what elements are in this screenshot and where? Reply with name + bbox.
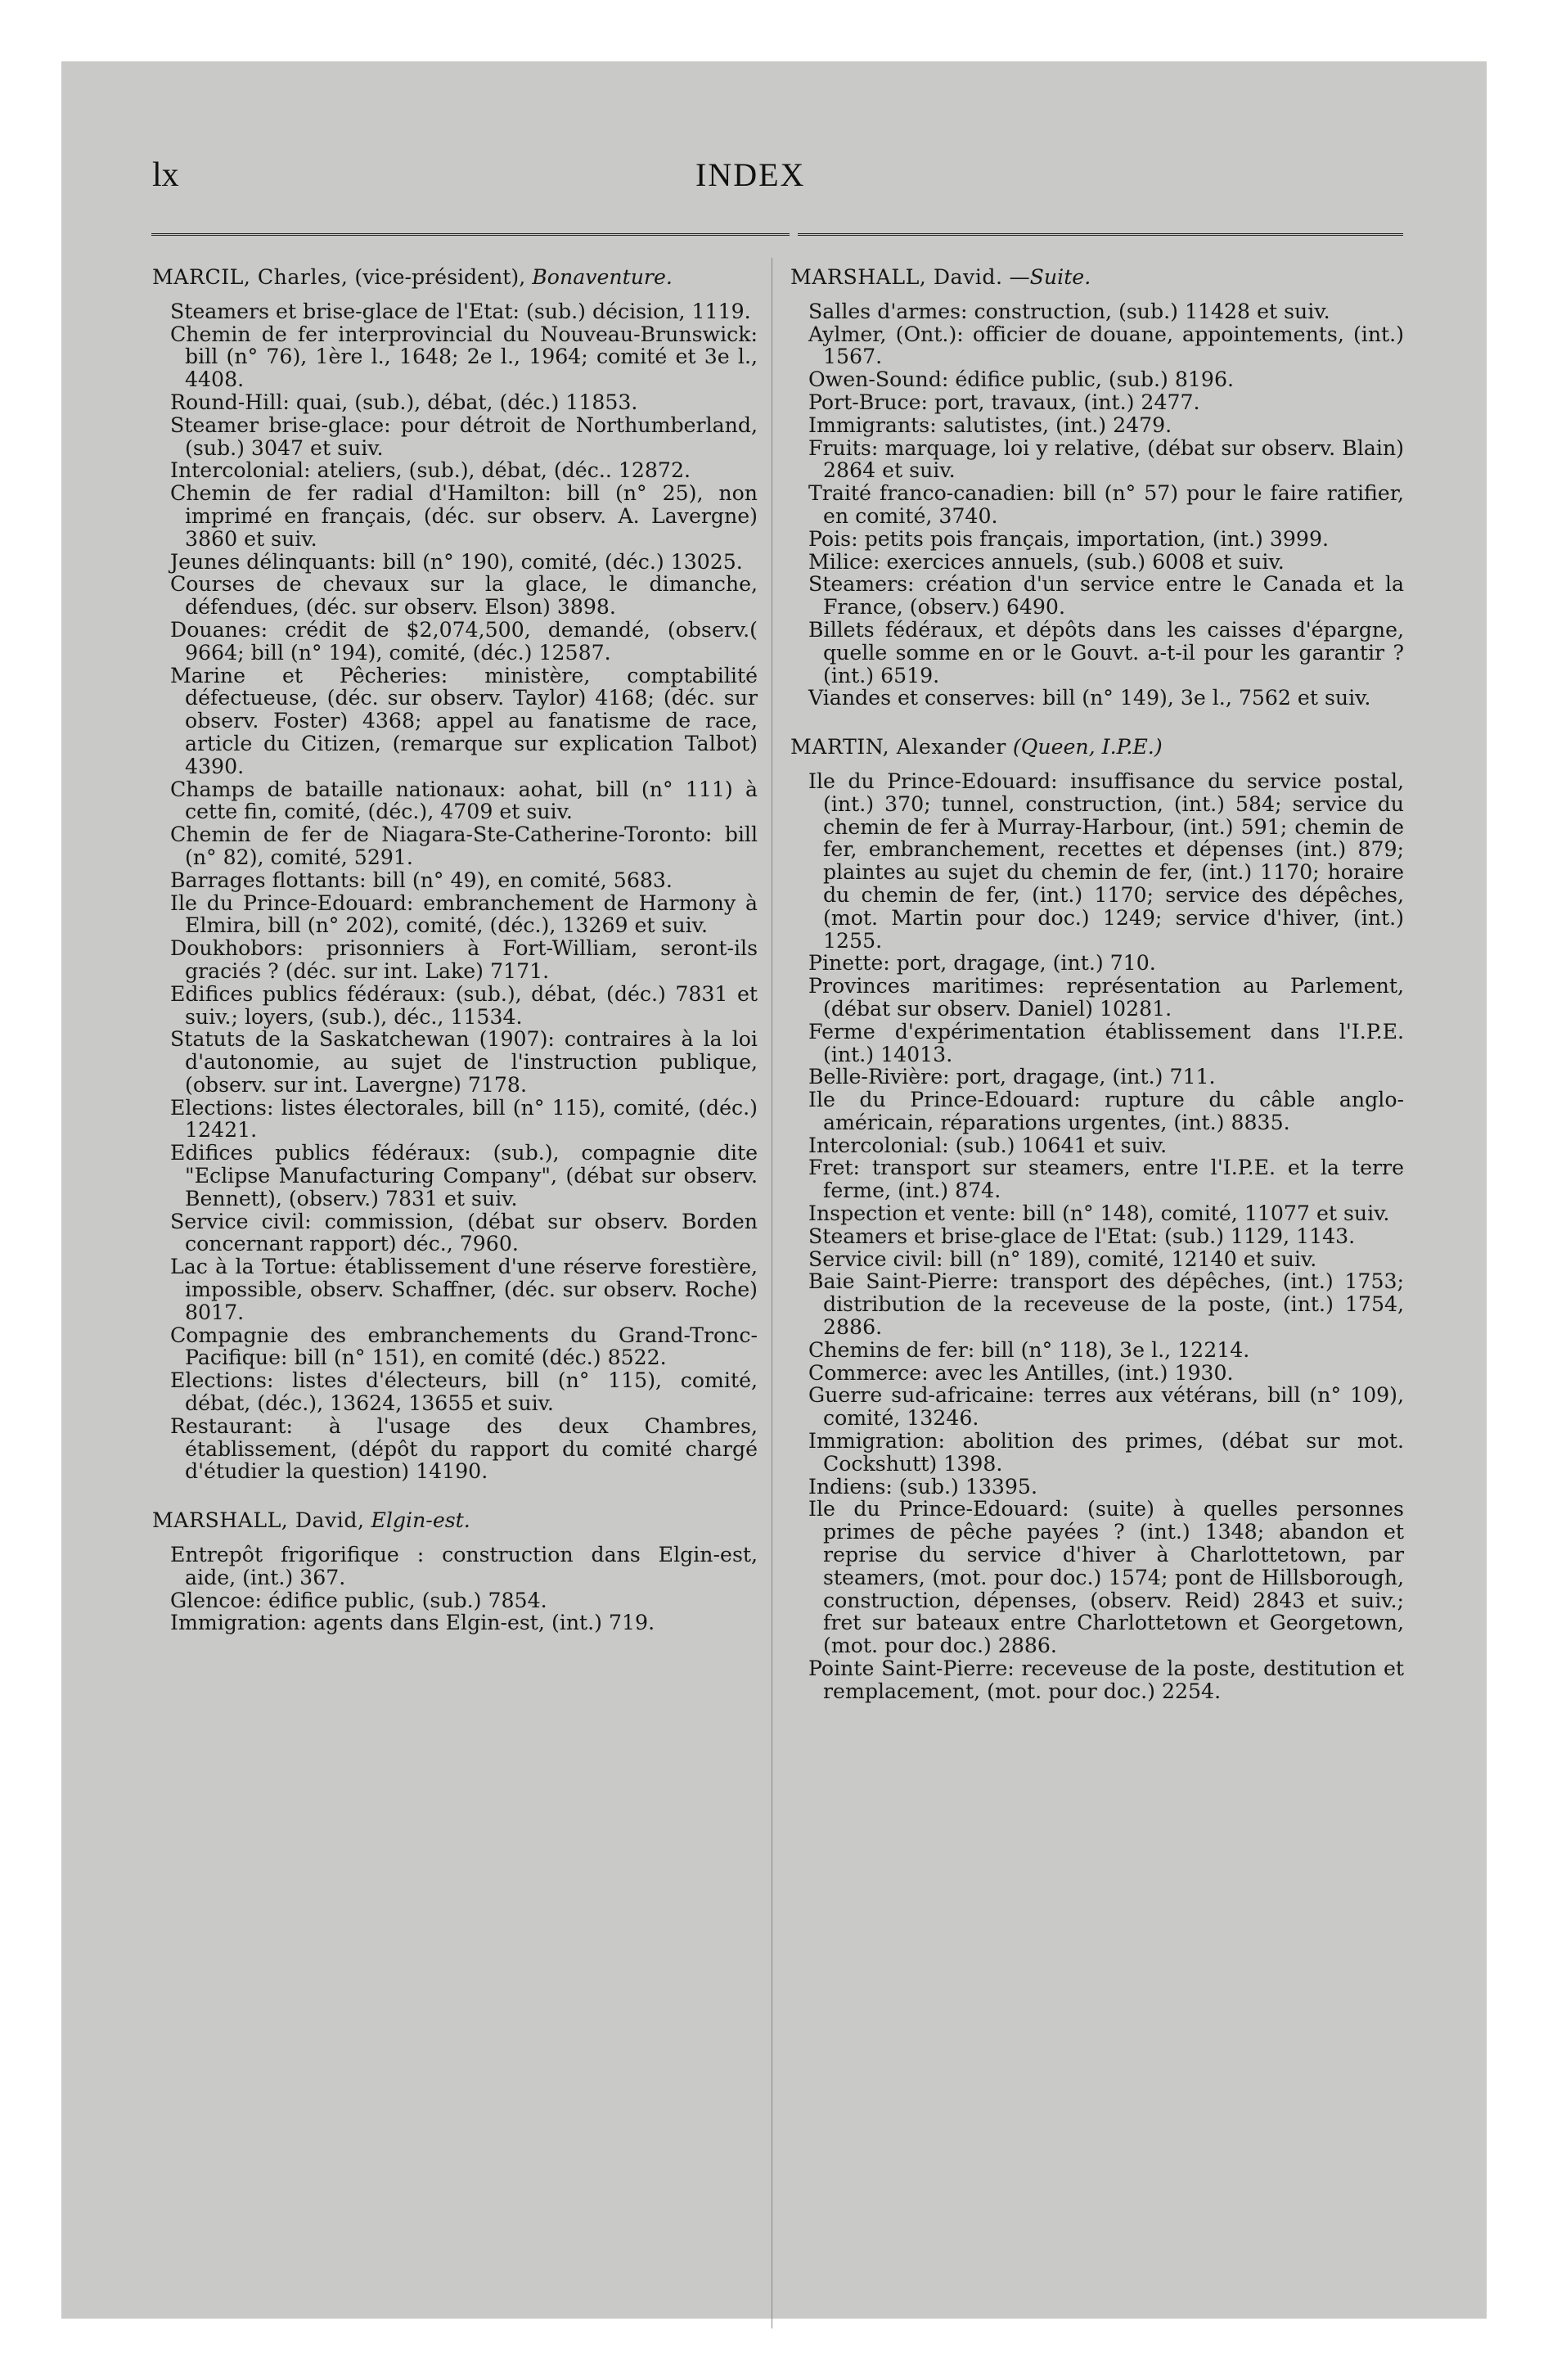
index-heading: [152, 1509, 758, 1532]
heading-name: MARSHALL, David,: [152, 1508, 365, 1533]
right-column: [790, 266, 1404, 1703]
heading-constituency: —Suite.: [1009, 265, 1091, 289]
heading-name: MARCIL, Charles,: [152, 265, 349, 289]
index-entry: Guerre sud-africaine: terres aux vétérans, bill (n° 109), comité, 13246.: [808, 1383, 1404, 1431]
index-heading: [790, 266, 1404, 289]
index-heading: [790, 736, 1404, 759]
index-entry: Traité franco-canadien: bill (n° 57) pour le faire ratifier, en comité, 3740.: [808, 481, 1404, 528]
index-entry: Doukhobors: prisonniers à Fort-William, seront-ils graciés ? (déc. sur int. Lake) 7171.: [170, 936, 758, 983]
index-entry: Edifices publics fédéraux: (sub.), débat, (déc.) 7831 et suiv.; loyers, (sub.), déc., 11534.: [170, 981, 758, 1029]
index-entry: Steamers: création d'un service entre le Canada et la France, (observ.) 6490.: [808, 572, 1404, 620]
index-entry: Immigrants: salutistes, (int.) 2479.: [808, 412, 1172, 437]
heading-name: MARTIN, Alexander: [790, 735, 1006, 760]
index-entry: Inspection et vente: bill (n° 148), comité, 11077 et suiv.: [808, 1201, 1390, 1226]
index-entry: Edifices publics fédéraux: (sub.), compagnie dite "Eclipse Manufacturing Company", (débat sur observ. Bennett), (observ.) 7831 et suiv.: [170, 1141, 758, 1210]
index-entry: Barrages flottants: bill (n° 49), en comité, 5683.: [170, 868, 673, 892]
index-entry: Restaurant: à l'usage des deux Chambres, établissement, (dépôt du rapport du comité chargé d'étudier la question) 14190.: [170, 1413, 758, 1484]
index-entry: Ile du Prince-Edouard: embranchement de Harmony à Elmira, bill (n° 202), comité, (déc.), 13269 et suiv.: [170, 890, 758, 938]
index-entry: Pinette: port, dragage, (int.) 710.: [808, 951, 1156, 976]
index-entry: Chemin de fer radial d'Hamilton: bill (n° 25), non imprimé en français, (déc. sur observ. A. Lavergne) 3860 et suiv.: [170, 481, 758, 551]
running-head: INDEX: [695, 156, 806, 193]
index-entry: Statuts de la Saskatchewan (1907): contraires à la loi d'autonomie, au sujet de l'instruction publique, (observ. sur int. Lavergne) 7178.: [170, 1027, 758, 1097]
index-entry: Chemin de fer interprovincial du Nouveau-Brunswick: bill (n° 76), 1ère l., 1648; 2e l., 1964; comité et 3e l., 4408.: [170, 322, 758, 392]
index-entry: Indiens: (sub.) 13395.: [808, 1474, 1037, 1499]
index-entry: Champs de bataille nationaux: aohat, bill (n° 111) à cette fin, comité, (déc.), 4709 et suiv.: [170, 777, 758, 824]
index-entry: Elections: listes électorales, bill (n° 115), comité, (déc.) 12421.: [170, 1095, 758, 1143]
index-entry: Ile du Prince-Edouard: (suite) à quelles personnes primes de pêche payées ? (int.) 1348; abandon et reprise du service d'hiver à Charlottetown, par steamers, (mot. pour doc.) 1574; pont de Hillsborough, construction, dépenses, (observ. Reid) 2843 et suiv.; fret sur bateaux entre Charlottetown et Georgetown, (mot. pour doc.) 2886.: [808, 1497, 1404, 1658]
index-entry: Service civil: bill (n° 189), comité, 12140 et suiv.: [808, 1246, 1317, 1271]
index-entry: Compagnie des embranchements du Grand-Tronc-Pacifique: bill (n° 151), en comité (déc.) 8522.: [170, 1323, 758, 1370]
index-entry: Commerce: avec les Antilles, (int.) 1930.: [808, 1360, 1234, 1385]
heading-qualifier: (vice-président),: [354, 265, 526, 289]
heading-gap: [152, 1532, 758, 1544]
index-entry: Immigration: abolition des primes, (débat sur mot. Cockshutt) 1398.: [808, 1429, 1404, 1476]
index-entry: Pointe Saint-Pierre: receveuse de la poste, destitution et remplacement, (mot. pour doc.) 2254.: [808, 1657, 1404, 1703]
index-entry: Steamers et brise-glace de l'Etat: (sub.) décision, 1119.: [170, 299, 751, 323]
index-entry: Lac à la Tortue: établissement d'une réserve forestière, impossible, observ. Schaffner, (déc. sur observ. Roche) 8017.: [170, 1255, 758, 1324]
index-entry: Immigration: agents dans Elgin-est, (int.) 719.: [170, 1611, 655, 1635]
index-entry: Courses de chevaux sur la glace, le dimanche, défendues, (déc. sur observ. Elson) 3898.: [170, 572, 758, 620]
index-entry: Fruits: marquage, loi y relative, (débat sur observ. Blain) 2864 et suiv.: [808, 435, 1404, 483]
index-entry: Provinces maritimes: représentation au Parlement, (débat sur observ. Daniel) 10281.: [808, 974, 1404, 1021]
index-entry: Owen-Sound: édifice public, (sub.) 8196.: [808, 367, 1234, 392]
index-heading: [152, 266, 758, 289]
index-entry: Elections: listes d'électeurs, bill (n° 115), comité, débat, (déc.), 13624, 13655 et suiv.: [170, 1368, 758, 1416]
index-entry: Entrepôt frigorifique : construction dans Elgin-est, aide, (int.) 367.: [170, 1543, 758, 1589]
left-column: [152, 266, 758, 1634]
section-gap: [152, 1483, 758, 1509]
heading-constituency: Elgin-est.: [371, 1508, 470, 1533]
index-entry: Fret: transport sur steamers, entre l'I.P.E. et la terre ferme, (int.) 874.: [808, 1156, 1404, 1203]
index-entry: Milice: exercices annuels, (sub.) 6008 et suiv.: [808, 549, 1285, 574]
heading-gap: [790, 289, 1404, 300]
page-number: lx: [152, 156, 179, 194]
index-entry: Ile du Prince-Edouard: rupture du câble anglo-américain, réparations urgentes, (int.) 8835.: [808, 1088, 1404, 1134]
header-rule-left: [151, 233, 790, 236]
index-entry: Service civil: commission, (débat sur observ. Borden concernant rapport) déc., 7960.: [170, 1209, 758, 1256]
index-entry: Steamers et brise-glace de l'Etat: (sub.) 1129, 1143.: [808, 1224, 1356, 1248]
index-entry: Pois: petits pois français, importation, (int.) 3999.: [808, 526, 1329, 551]
index-entry: Chemin de fer de Niagara-Ste-Catherine-Toronto: bill (n° 82), comité, 5291.: [170, 823, 758, 869]
section-gap: [790, 710, 1404, 736]
heading-constituency: (Queen, I.P.E.): [1012, 735, 1163, 760]
index-entry: Intercolonial: (sub.) 10641 et suiv.: [808, 1133, 1168, 1157]
index-entry: Belle-Rivière: port, dragage, (int.) 711.: [808, 1065, 1216, 1089]
heading-name: MARSHALL, David.: [790, 265, 1003, 289]
index-entry: Ile du Prince-Edouard: insuffisance du service postal, (int.) 370; tunnel, construction, (int.) 584; service du chemin de fer à Murray-Harbour, (int.) 591; chemin de fer, embranchement, recettes et dépenses (int.) 879; plaintes au sujet du chemin de fer, (int.) 1170; horaire du chemin de fer, (int.) 1170; service des dépêches, (mot. Martin pour doc.) 1249; service d'hiver, (int.) 1255.: [808, 769, 1404, 953]
heading-gap: [790, 759, 1404, 770]
index-entry: Douanes: crédit de $2,074,500, demandé, (observ.( 9664; bill (n° 194), comité, (déc.) 12587.: [170, 617, 758, 665]
index-entry: Aylmer, (Ont.): officier de douane, appointements, (int.) 1567.: [808, 322, 1404, 369]
index-entry: Intercolonial: ateliers, (sub.), débat, (déc.. 12872.: [170, 458, 691, 483]
index-entry: Jeunes délinquants: bill (n° 190), comité, (déc.) 13025.: [170, 549, 743, 574]
index-entry: Steamer brise-glace: pour détroit de Northumberland, (sub.) 3047 et suiv.: [170, 412, 758, 460]
index-entry: Ferme d'expérimentation établissement dans l'I.P.E. (int.) 14013.: [808, 1019, 1404, 1066]
index-entry: Billets fédéraux, et dépôts dans les caisses d'épargne, quelle somme en or le Gouvt. a-t-il pour les garantir ? (int.) 6519.: [808, 617, 1404, 687]
header-rule-right: [798, 233, 1403, 236]
heading-constituency: Bonaventure.: [532, 265, 673, 289]
index-entry: Baie Saint-Pierre: transport des dépêches, (int.) 1753; distribution de la receveuse de la poste, (int.) 1754, 2886.: [808, 1269, 1404, 1340]
index-entry: Round-Hill: quai, (sub.), débat, (déc.) 11853.: [170, 390, 638, 414]
index-entry: Glencoe: édifice public, (sub.) 7854.: [170, 1588, 547, 1612]
scanned-page: [61, 61, 1487, 2319]
index-entry: Chemins de fer: bill (n° 118), 3e l., 12214.: [808, 1337, 1250, 1362]
page-content: [61, 61, 1487, 2319]
index-entry: Marine et Pêcheries: ministère, comptabilité défectueuse, (déc. sur observ. Taylor) 4168; (déc. sur observ. Foster) 4368; appel au fanatisme de race, article du Citizen, (remarque sur explication Talbot) 4390.: [170, 663, 758, 778]
heading-gap: [152, 289, 758, 300]
index-entry: Port-Bruce: port, travaux, (int.) 2477.: [808, 390, 1200, 414]
index-entry: Salles d'armes: construction, (sub.) 11428 et suiv.: [808, 299, 1330, 323]
index-entry: Viandes et conserves: bill (n° 149), 3e l., 7562 et suiv.: [808, 686, 1371, 710]
